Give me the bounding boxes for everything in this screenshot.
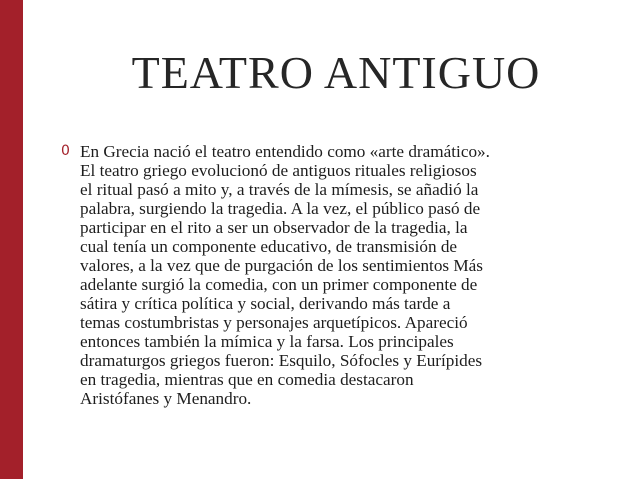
- body-line: El teatro griego evolucionó de antiguos rituales religiosos: [80, 161, 477, 180]
- slide-title: TEATRO ANTIGUO: [131, 47, 541, 98]
- accent-bar: [0, 0, 23, 479]
- body-line: dramaturgos griegos fueron: Esquilo, Sófocles y Eurípides: [80, 351, 483, 370]
- body-line: el ritual pasó a mito y, a través de la mímesis, se añadió la: [80, 180, 479, 199]
- bullet-marker: 0: [61, 143, 70, 159]
- body-line: palabra, surgiendo la tragedia. A la vez, el público pasó de: [80, 199, 481, 218]
- body-line: sátira y crítica política y social, derivando más tarde a: [80, 294, 451, 313]
- body-line: valores, a la vez que de purgación de los sentimientos Más: [80, 256, 483, 275]
- body-line: temas costumbristas y personajes arquetípicos. Apareció: [80, 313, 468, 332]
- body-line: cual tenía un componente educativo, de transmisión de: [80, 237, 458, 256]
- body-line: en tragedia, mientras que en comedia destacaron: [80, 370, 414, 389]
- body-line: adelante surgió la comedia, con un primer componente de: [80, 275, 478, 294]
- body-line: Aristófanes y Menandro.: [80, 389, 252, 408]
- body-line: participar en el rito a ser un observador de la tragedia, la: [80, 218, 468, 237]
- body-line: En Grecia nació el teatro entendido como «arte dramático».: [80, 142, 490, 161]
- body-line: entonces también la mímica y la farsa. Los principales: [80, 332, 454, 351]
